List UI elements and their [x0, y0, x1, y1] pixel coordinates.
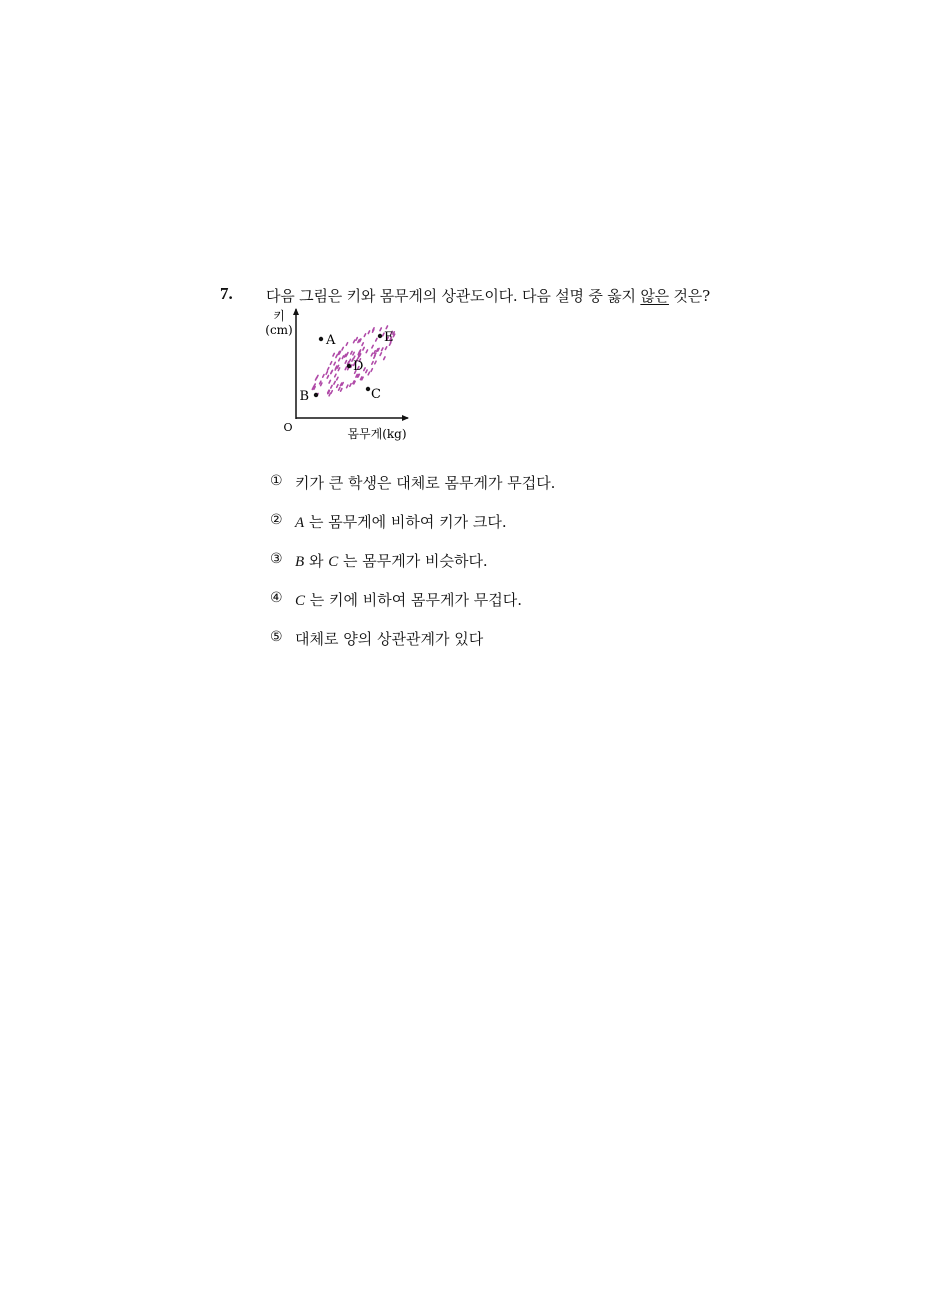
question-number: 7.: [220, 284, 233, 303]
cluster-dash: [380, 328, 381, 331]
cluster-dash: [382, 348, 383, 351]
cluster-dash: [366, 370, 367, 373]
option-4[interactable]: [270, 589, 555, 628]
point-b: [314, 393, 318, 397]
question-text-before: 다음 그림은 키와 몸무게의 상관도이다. 다음 설명 중 옳지: [266, 287, 641, 305]
cluster-dash: [356, 338, 357, 341]
cluster-dash: [339, 388, 340, 391]
y-axis-label-line1: 키: [273, 309, 285, 323]
option-3-content: [295, 550, 488, 571]
option-4-var: C: [295, 593, 306, 609]
option-3[interactable]: [270, 550, 555, 589]
point-e: [378, 334, 382, 338]
cluster-dash: [385, 347, 386, 350]
cluster-dash: [353, 352, 354, 355]
option-3-var2: C: [328, 554, 339, 570]
cluster-dash: [368, 331, 369, 334]
cluster-dash: [329, 393, 330, 396]
cluster-dash: [364, 368, 365, 371]
point-label-d: D: [353, 359, 364, 374]
cluster-dash: [321, 383, 322, 386]
cluster-dash: [354, 340, 355, 343]
scatter-chart: [255, 300, 425, 450]
option-3-text: 는 몸무게가 비슷하다.: [338, 552, 488, 570]
cluster-dash: [339, 358, 340, 361]
cluster-dash: [342, 356, 343, 359]
point-c: [366, 387, 370, 391]
cluster-dash: [334, 362, 335, 365]
scatter-figure: [255, 300, 425, 450]
cluster-dash: [345, 361, 346, 364]
cluster-dash: [364, 334, 365, 337]
point-label-a: A: [326, 333, 336, 348]
cluster-dash: [376, 338, 377, 341]
option-1[interactable]: [270, 472, 555, 511]
point-label-e: E: [384, 330, 394, 345]
option-4-text: 는 키에 비하여 몸무게가 무겁다.: [305, 591, 522, 609]
cluster-dash: [372, 345, 373, 348]
cluster-dash: [329, 380, 330, 383]
cluster-dash: [366, 350, 367, 353]
cluster-dash: [337, 377, 338, 380]
option-2[interactable]: [270, 511, 555, 550]
option-1-text: 키가 큰 학생은 대체로 몸무게가 무겁다.: [295, 474, 556, 492]
y-axis-label-line2: (cm): [265, 323, 293, 337]
option-2-var: A: [295, 515, 305, 531]
cluster-dash: [338, 368, 339, 371]
cluster-dash: [346, 343, 347, 346]
cluster-dash: [363, 347, 364, 350]
cluster-dash: [327, 376, 328, 379]
option-3-marker: ③: [270, 551, 283, 567]
point-d: [347, 364, 351, 368]
option-1-marker: ①: [270, 473, 283, 489]
option-2-content: [295, 511, 507, 532]
point-label-c: C: [371, 387, 381, 402]
cluster-dash: [335, 374, 336, 377]
cluster-dash: [331, 391, 332, 394]
question-text-underlined: 않은: [640, 287, 669, 305]
cluster-dash: [347, 385, 348, 388]
cluster-dash: [333, 353, 334, 356]
cluster-dash: [380, 353, 381, 356]
cluster-dash: [317, 375, 318, 378]
cluster-dash: [350, 384, 351, 387]
x-axis-label: 몸무게(kg): [347, 427, 407, 441]
option-2-text: 는 몸무게에 비하여 키가 크다.: [304, 513, 507, 531]
cluster-dash: [337, 385, 338, 388]
cluster-dash: [345, 367, 346, 370]
cluster-dash: [336, 355, 337, 358]
option-4-content: [295, 589, 522, 610]
option-4-marker: ④: [270, 590, 283, 606]
cluster-dash: [341, 389, 342, 392]
cluster-dash: [368, 372, 369, 375]
cluster-dash: [362, 343, 363, 346]
origin-label: O: [283, 421, 293, 434]
cluster-dash: [351, 351, 352, 354]
cluster-dash: [334, 382, 335, 385]
cluster-dash: [375, 361, 376, 364]
cluster-dash: [349, 359, 350, 362]
option-3-var: B: [295, 554, 305, 570]
cluster-dash: [330, 362, 331, 365]
cluster-dash: [372, 362, 373, 365]
cluster-dash: [323, 375, 324, 378]
cluster-dash: [342, 347, 343, 350]
answer-options: [270, 472, 555, 667]
cluster-dash: [328, 368, 329, 371]
option-2-marker: ②: [270, 512, 283, 528]
cluster-dash: [384, 357, 385, 360]
option-3-mid: 와: [304, 552, 329, 570]
cluster-dash: [331, 385, 332, 388]
option-5-marker: ⑤: [270, 629, 283, 645]
cluster-dash: [326, 372, 327, 375]
option-5-text: 대체로 양의 상관관계가 있다: [295, 630, 484, 648]
option-5[interactable]: [270, 628, 555, 667]
cluster-dash: [386, 326, 387, 329]
question-text-after: 것은?: [668, 287, 710, 305]
cluster-dash: [371, 353, 372, 356]
cluster-dash: [371, 369, 372, 372]
cluster-dash: [320, 381, 321, 384]
point-a: [319, 337, 323, 341]
point-label-b: B: [299, 389, 309, 404]
